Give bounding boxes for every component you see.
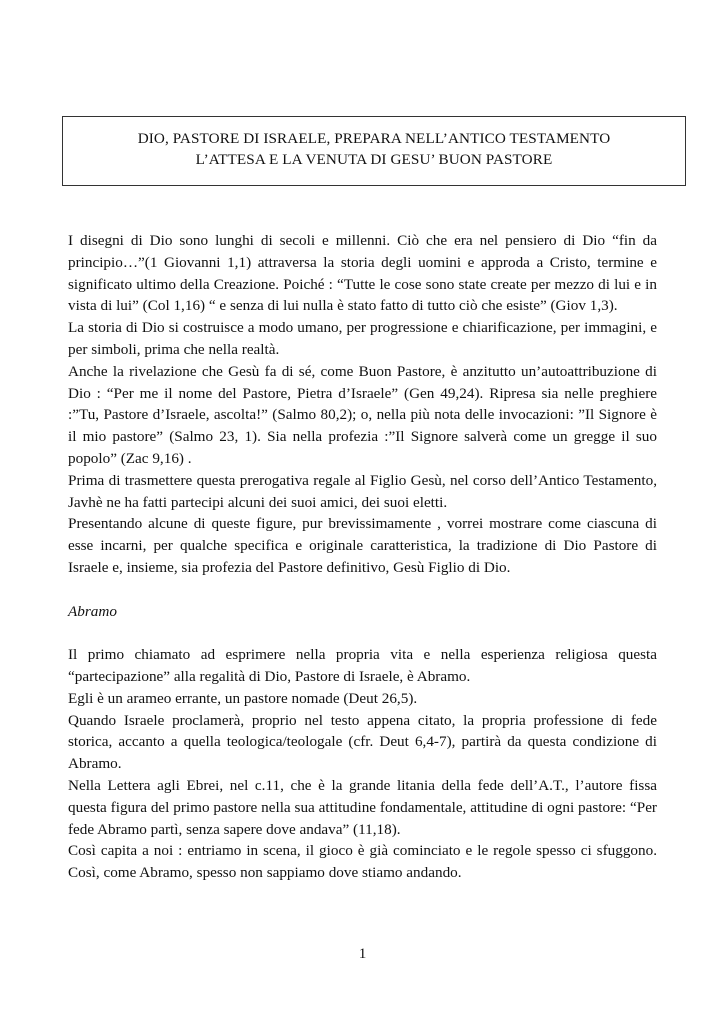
intro-paragraph: Prima di trasmettere questa prerogativa regale al Figlio Gesù, nel corso dell’Antico Testamento, Javhè ne ha fatti partecipi alcuni dei suoi amici, dei suoi eletti. xyxy=(68,471,657,511)
abramo-paragraph: Il primo chiamato ad esprimere nella propria vita e nella esperienza religiosa questa “partecipazione” alla regalità di Dio, Pastore di Israele, è Abramo. xyxy=(68,646,657,685)
section-heading: Abramo xyxy=(68,602,117,620)
abramo-paragraph: Egli è un arameo errante, un pastore nomade (Deut 26,5). xyxy=(68,689,418,707)
intro-paragraph: Presentando alcune di queste figure, pur brevissimamente , vorrei mostrare come ciascuna di esse incarni, per qualche specifica e originale caratteristica, la tradizione di Dio Pastore di Israele e, insieme, sia profezia del Pastore definitivo, Gesù Figlio di Dio. xyxy=(68,515,657,576)
spacer xyxy=(68,622,657,644)
title-line-1: DIO, PASTORE DI ISRAELE, PREPARA NELL’ANTICO TESTAMENTO xyxy=(137,130,611,147)
intro-paragraph: I disegni di Dio sono lunghi di secoli e millenni. Ciò che era nel pensiero di Dio “fin da principio…”(1 Giovanni 1,1) attraversa la storia degli uomini e approda a Cristo, termine e significato ultimo della Creazione. Poiché : “Tutte le cose sono state create per mezzo di lui e in vista di lui” (Col 1,16) “ e senza di lui nulla è stato fatto di tutto ciò che esiste” (Giov 1,3). xyxy=(68,232,657,315)
title-line-2: L’ATTESA E LA VENUTA DI GESU’ BUON PASTORE xyxy=(195,151,553,168)
page-number: 1 xyxy=(358,945,367,962)
abramo-paragraph: Così capita a noi : entriamo in scena, il gioco è già cominciato e le regole spesso ci sfuggono. Così, come Abramo, spesso non sappiamo dove stiamo andando. xyxy=(68,842,657,882)
spacer xyxy=(68,579,657,601)
document-body xyxy=(68,230,657,884)
intro-paragraph: Anche la rivelazione che Gesù fa di sé, come Buon Pastore, è anzitutto un’autoattribuzione di Dio : “Per me il nome del Pastore, Pietra d’Israele” (Gen 49,24). Ripresa sia nelle preghiere :”Tu, Pastore d’Israele, ascolta!” (Salmo 80,2); o, nella più nota delle invocazioni: ”Il Signore è il mio pastore” (Salmo 23, 1). Sia nella profezia :”Il Signore salverà come un gregge il suo popolo” (Zac 9,16) . xyxy=(68,362,657,467)
abramo-paragraph: Quando Israele proclamerà, proprio nel testo appena citato, la propria professione di fede storica, accanto a quella teologica/teologale (cfr. Deut 6,4-7), partirà da questa condizione di Abramo. xyxy=(68,711,657,773)
abramo-paragraph: Nella Lettera agli Ebrei, nel c.11, che è la grande litania della fede dell’A.T., l’autore fissa questa figura del primo pastore nella sua attitudine fondamentale, attitudine di ogni pastore: “Per fede Abramo partì, senza sapere dove andava” (11,18). xyxy=(68,776,657,838)
intro-paragraph: La storia di Dio si costruisce a modo umano, per progressione e chiarificazione, per immagini, e per simboli, prima che nella realtà. xyxy=(68,319,657,358)
title-box xyxy=(62,116,686,186)
